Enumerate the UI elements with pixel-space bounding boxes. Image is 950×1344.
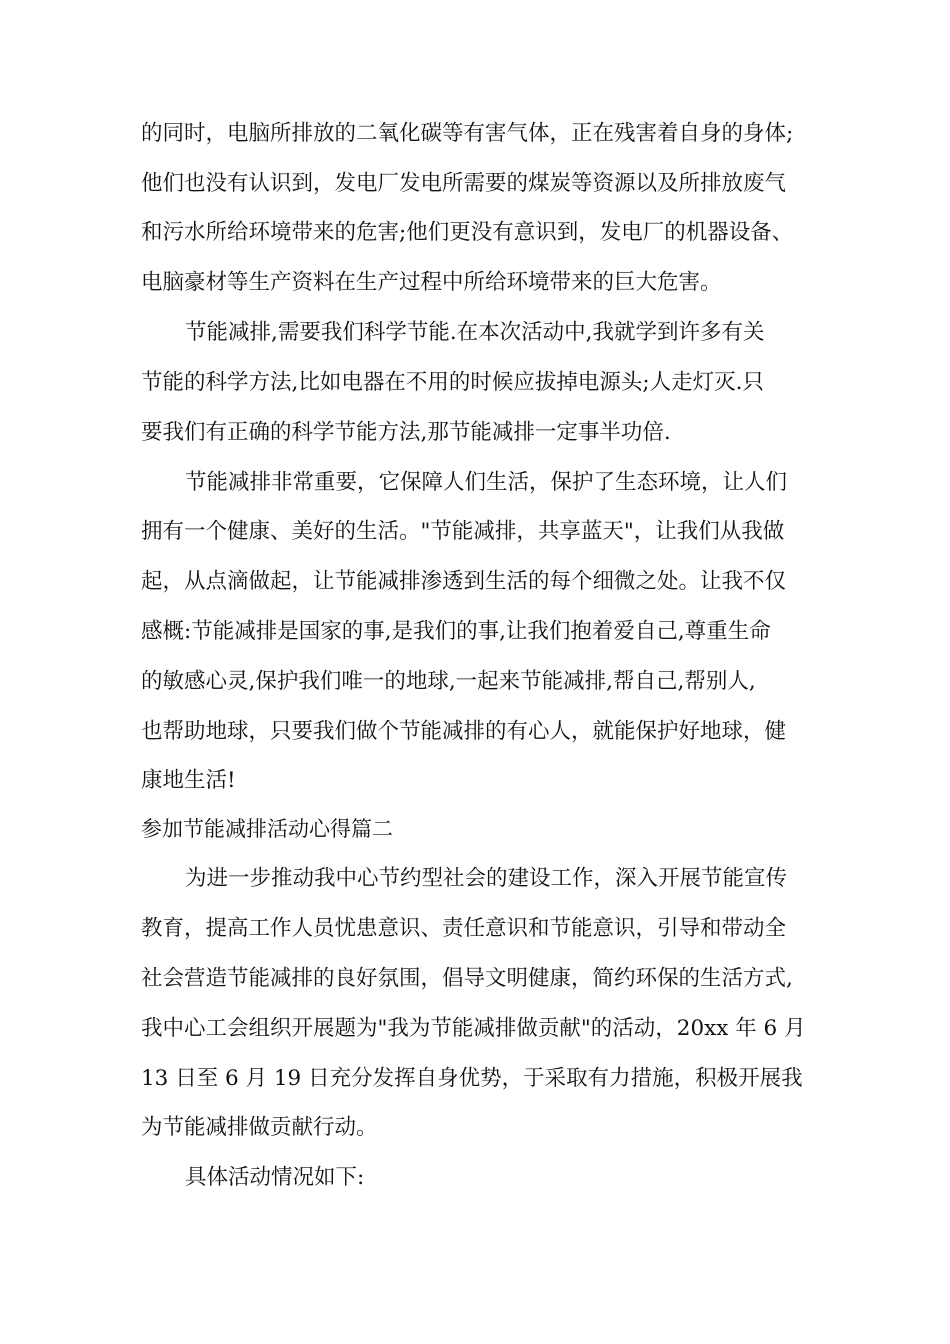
text-line: 社会营造节能减排的良好氛围，倡导文明健康，简约环保的生活方式, bbox=[141, 966, 793, 991]
section-heading: 参加节能减排活动心得篇二 bbox=[141, 817, 393, 841]
text-line: 具体活动情况如下: bbox=[185, 1165, 365, 1190]
text-line: 他们也没有认识到，发电厂发电所需要的煤炭等资源以及所排放废气 bbox=[141, 171, 787, 196]
text-line: 节能的科学方法,比如电器在不用的时候应拔掉电源头;人走灯灭.只 bbox=[141, 370, 764, 395]
text-line: 节能减排,需要我们科学节能.在本次活动中,我就学到许多有关 bbox=[185, 320, 765, 345]
text-line: 为进一步推动我中心节约型社会的建设工作，深入开展节能宣传 bbox=[185, 866, 788, 891]
text-line: 要我们有正确的科学节能方法,那节能减排一定事半功倍. bbox=[141, 420, 671, 445]
text-line: 的同时，电脑所排放的二氧化碳等有害气体，正在残害着自身的身体; bbox=[141, 121, 794, 146]
text-line: 13 日至 6 月 19 日充分发挥自身优势，于采取有力措施，积极开展我 bbox=[141, 1066, 803, 1091]
text-line: 节能减排非常重要，它保障人们生活，保护了生态环境，让人们 bbox=[185, 470, 788, 495]
text-line: 为节能减排做贡献行动。 bbox=[141, 1115, 378, 1140]
text-line: 起，从点滴做起，让节能减排渗透到生活的每个细微之处。让我不仅 bbox=[141, 569, 787, 594]
text-line: 也帮助地球，只要我们做个节能减排的有心人，就能保护好地球，健 bbox=[141, 719, 787, 744]
text-line: 的敏感心灵,保护我们唯一的地球,一起来节能减排,帮自己,帮别人, bbox=[141, 669, 756, 694]
text-line: 和污水所给环境带来的危害;他们更没有意识到，发电厂的机器设备、 bbox=[141, 220, 794, 245]
text-line: 我中心工会组织开展题为"我为节能减排做贡献"的活动，20xx 年 6 月 bbox=[141, 1016, 806, 1041]
text-line: 电脑豪材等生产资料在生产过程中所给环境带来的巨大危害。 bbox=[141, 270, 722, 295]
text-line: 拥有一个健康、美好的生活。"节能减排，共享蓝天"，让我们从我做 bbox=[141, 519, 785, 544]
text-line: 感概:节能减排是国家的事,是我们的事,让我们抱着爱自己,尊重生命 bbox=[141, 619, 771, 644]
text-line: 康地生活! bbox=[141, 768, 236, 793]
text-line: 教育，提高工作人员忧患意识、责任意识和节能意识，引导和带动全 bbox=[141, 916, 787, 941]
